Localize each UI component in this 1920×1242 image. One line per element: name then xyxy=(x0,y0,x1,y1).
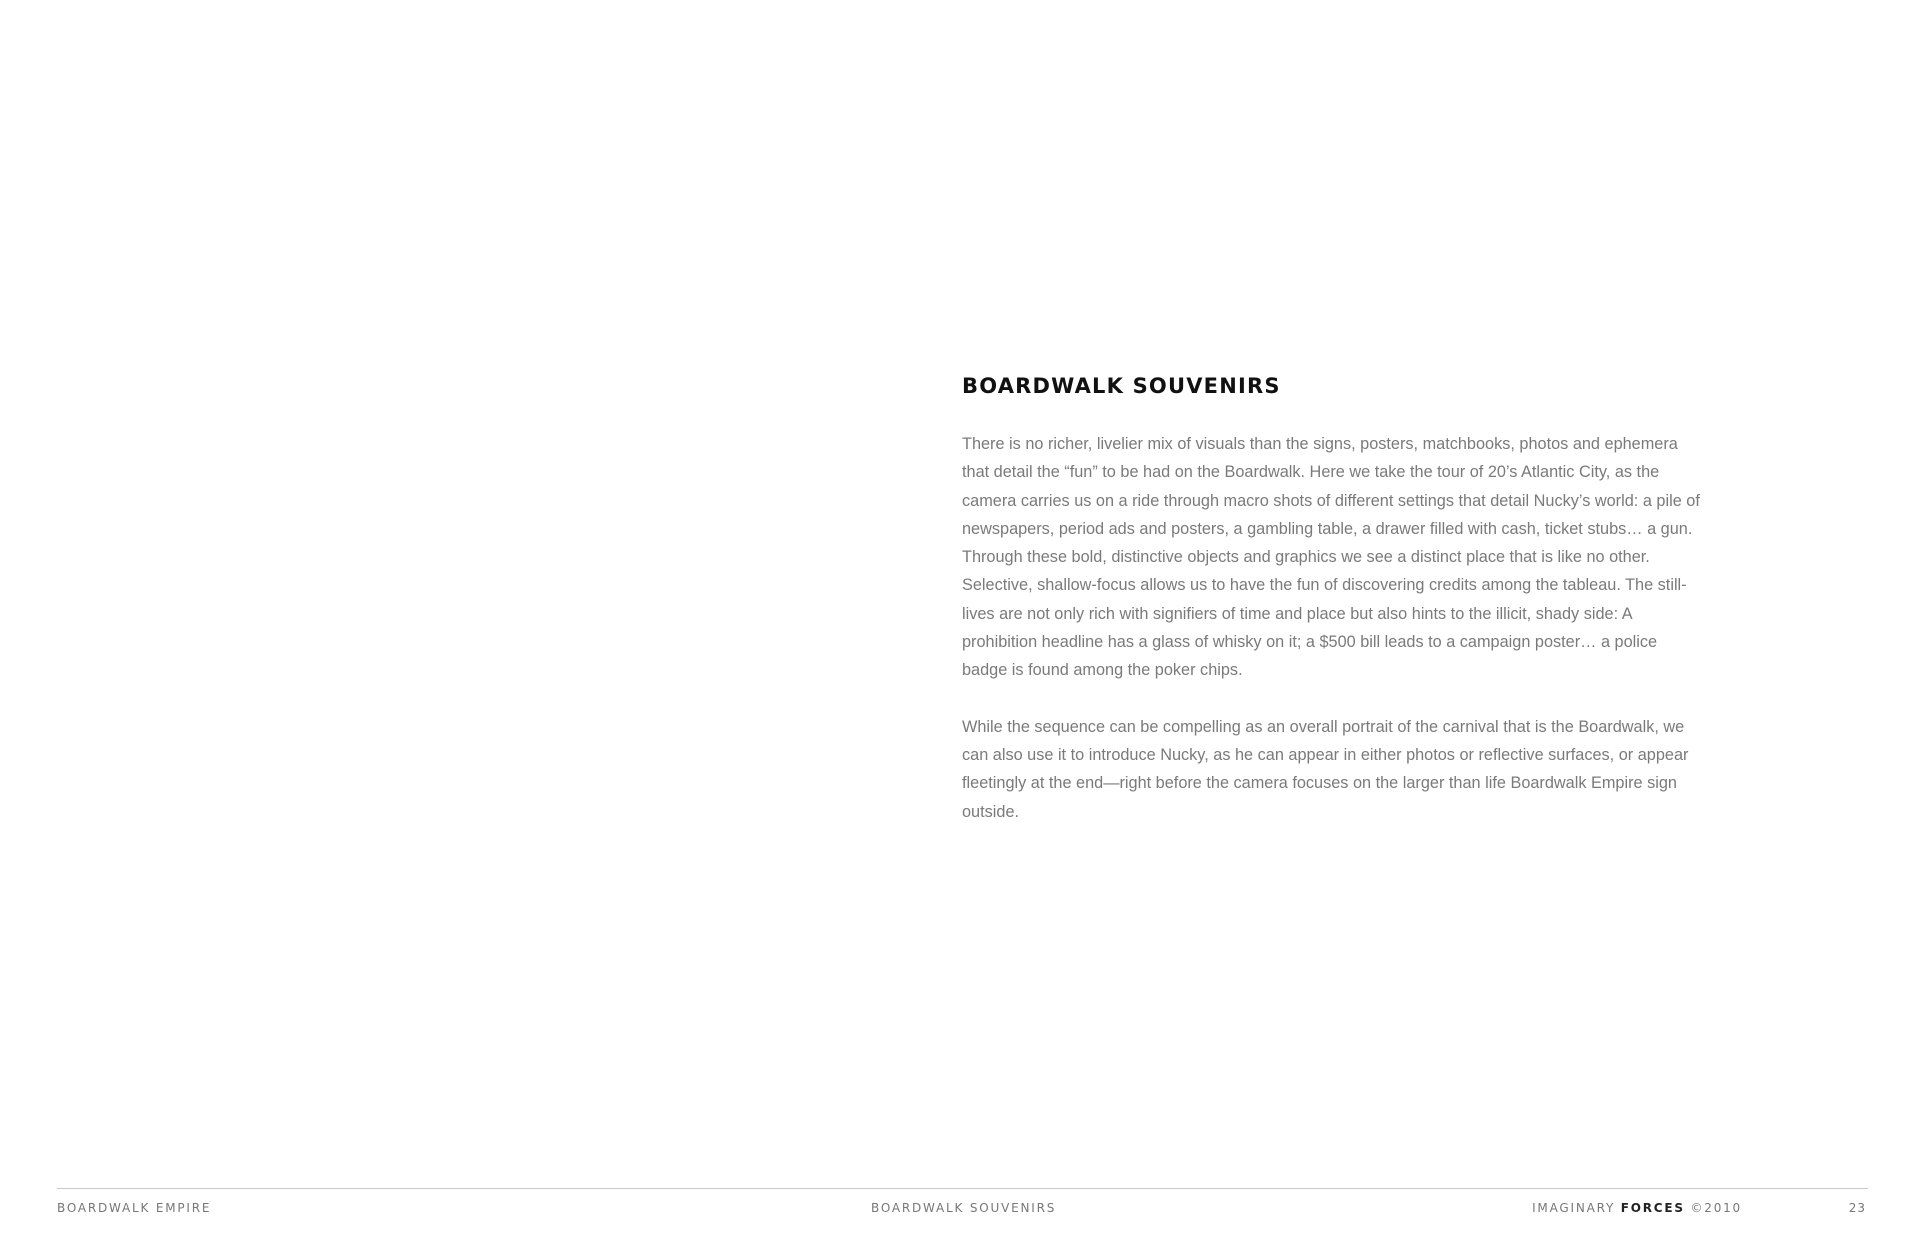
body-paragraph-2: While the sequence can be compelling as an overall portrait of the carnival that is the Boardwalk, we can also use it to introduce Nucky, as he can appear in either photos or reflective surfaces, or appear fleetingly at the end—right before the camera focuses on the larger than life Boardwalk Empire sign outside. xyxy=(962,717,1689,821)
footer-section-title: BOARDWALK SOUVENIRS xyxy=(871,1201,1057,1215)
footer-brand-prefix: IMAGINARY xyxy=(1532,1201,1616,1215)
body-paragraph-1: There is no richer, livelier mix of visuals than the signs, posters, matchbooks, photos and ephemera that detail the “fun” to be had on the Boardwalk. Here we take the tour of 20’s Atlantic City, as the camera carries us on a ride through macro shots of different settings that detail Nucky’s world: a pile of newspapers, period ads and posters, a gambling table, a drawer filled with cash, ticket stubs… a gun. Through these bold, distinctive objects and graphics we see a distinct place that is like no other. Selective, shallow-focus allows us to have the fun of discovering credits among the tableau. The still-lives are not only rich with signifiers of time and place but also hints to the illicit, shady side: A prohibition headline has a glass of whisky on it; a $500 bill leads to a campaign poster… a police badge is found among the poker chips. xyxy=(962,435,1700,680)
footer-divider xyxy=(57,1188,1868,1189)
page-number: 23 xyxy=(1848,1201,1866,1215)
footer-brand-strong: FORCES xyxy=(1620,1201,1685,1215)
footer-brand-year: ©2010 xyxy=(1690,1201,1742,1215)
main-content xyxy=(962,372,1702,854)
section-heading: BOARDWALK SOUVENIRS xyxy=(962,374,1281,398)
footer-brand xyxy=(1532,1201,1742,1215)
footer-project-title: BOARDWALK EMPIRE xyxy=(57,1201,212,1215)
